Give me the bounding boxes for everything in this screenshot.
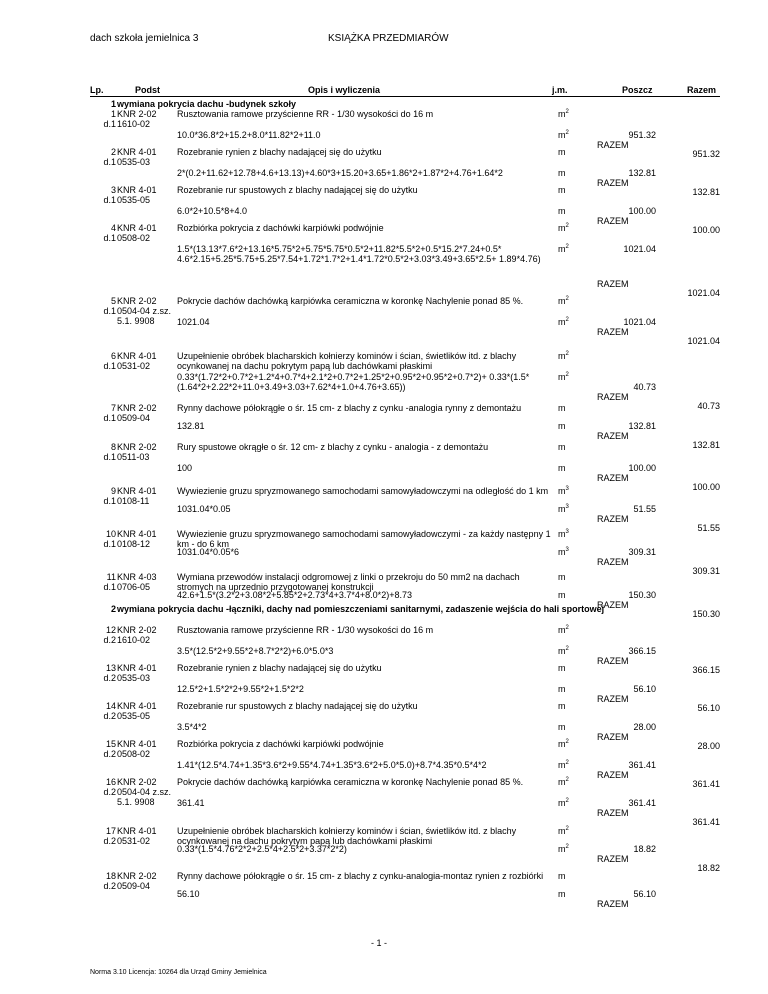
item-number: 15 [105,739,116,749]
header-rule [90,96,720,97]
item-sub: d.2 [103,711,116,721]
item-basis: KNR 4-01 [117,663,157,673]
calc-unit: $m^2$ [558,130,569,140]
item-total: 309.31 [692,566,720,576]
calc-expression: 1031.04*0.05 [177,504,231,514]
section-number: 1 [110,99,116,109]
calc-expression: 1.41*(12.5*4.74+1.35*3.6*2+9.55*4.74+1.35*3.6*2+5.0*5.0)+8.7*4.35*0.5*4*2 [177,760,487,770]
item-basis: KNR 4-01 [117,826,157,836]
razem-label: RAZEM [597,279,629,289]
item-sub: d.2 [103,787,116,797]
razem-label: RAZEM [597,216,629,226]
razem-label: RAZEM [597,770,629,780]
item-description: Rynny dachowe półokrągłe o śr. 15 cm- z blachy z cynku -analogia rynny z demontażu [177,403,522,413]
razem-label: RAZEM [597,732,629,742]
item-number: 16 [105,777,116,787]
item-total: 100.00 [692,482,720,492]
calc-unit: $m^2$ [558,798,569,808]
calc-unit: $m^2$ [558,244,569,254]
item-basis: KNR 2-02 [117,777,157,787]
item-description: Uzupełnienie obróbek blacharskich kołnierzy kominów i ścian, świetlików itd. z blachy ocynkowanej na dachu pokrytym papą lub dachówkami płaskimi [177,826,517,846]
item-sub: d.2 [103,836,116,846]
document-title: dach szkoła jemielnica 3 [90,33,199,44]
item-number: 11 [106,572,116,582]
item-total: 132.81 [692,440,720,450]
razem-label: RAZEM [597,178,629,188]
item-number: 13 [105,663,116,673]
calc-unit: m [558,168,566,178]
item-sub: d.1 [103,233,116,243]
item-unit: m [558,572,566,582]
item-total: 361.41 [692,779,720,789]
item-basis: KNR 4-01 [117,739,157,749]
item-number: 1 [110,109,116,119]
calc-unit: $m^2$ [558,372,569,382]
item-sub: d.1 [103,361,116,371]
col-opis: Opis i wyliczenia [308,85,381,95]
section-title: wymiana pokrycia dachu -łączniki, dachy nad pomieszczeniami sanitarnymi, zadaszenie wejścia do hali sportowej [117,604,605,614]
razem-label: RAZEM [597,694,629,704]
item-code: 0706-05 [117,582,151,592]
item-unit: m [558,663,566,673]
item-basis: KNR 2-02 [117,871,157,881]
item-sub: d.1 [103,496,116,506]
calc-value: 18.82 [633,844,656,854]
item-basis: KNR 2-02 [117,442,157,452]
item-total: 150.30 [692,609,720,619]
item-unit: $m^2$ [558,296,569,306]
item-unit: $m^2$ [558,625,569,635]
razem-label: RAZEM [597,327,629,337]
item-unit: m [558,701,566,711]
item-total: 28.00 [697,741,720,751]
item-description: Rusztowania ramowe przyścienne RR - 1/30 wysokości do 16 m [177,625,434,635]
item-basis: KNR 2-02 [117,296,157,306]
item-description: Rozebranie rur spustowych z blachy nadającej się do użytku [177,185,418,195]
item-basis: KNR 2-02 [117,109,157,119]
item-total: 1021.04 [687,288,720,298]
item-sub: d.2 [103,673,116,683]
item-sub: d.1 [103,452,116,462]
item-total: 40.73 [697,401,720,411]
razem-label: RAZEM [597,392,629,402]
razem-label: RAZEM [597,656,629,666]
item-unit: m [558,185,566,195]
item-number: 18 [105,871,116,881]
item-description: Pokrycie dachów dachówką karpiówka ceramiczna w koronkę Nachylenie ponad 85 %. [177,777,524,787]
col-podst: Podst [135,85,161,95]
item-code: 0531-02 [117,361,151,371]
item-description: Rozbiórka pokrycia z dachówki karpiówki podwójnie [177,739,384,749]
calc-value: 40.73 [633,382,656,392]
item-code: 0509-04 [117,881,151,891]
item-sub: d.1 [103,413,116,423]
item-unit: $m^3$ [558,486,569,496]
col-jm: j.m. [552,85,568,95]
item-unit: m [558,442,566,452]
razem-label: RAZEM [597,431,629,441]
item-basis: KNR 4-01 [117,223,157,233]
item-basis: KNR 4-03 [117,572,157,582]
item-code: 0508-02 [117,749,151,759]
item-unit: $m^2$ [558,826,569,836]
item-basis: KNR 4-01 [117,351,157,361]
calc-expression: 132.81 [177,421,205,431]
calc-expression: 10.0*36.8*2+15.2+8.0*11.82*2+11.0 [177,130,321,140]
item-sub: d.1 [103,157,116,167]
license-note: Norma 3.10 Licencja: 10264 dla Urząd Gminy Jemielnica [90,969,267,976]
calc-unit: $m^3$ [558,504,569,514]
item-description: Rusztowania ramowe przyścienne RR - 1/30 wysokości do 16 m [177,109,434,119]
item-description: Wymiana przewodów instalacji odgromowej z linki o przekroju do 50 mm2 na dachach stromych na uprzednio przygotowanej konstrukcji [177,572,520,592]
item-description: Rozebranie rynien z blachy nadającej się do użytku [177,147,382,157]
razem-label: RAZEM [597,473,629,483]
item-code: 0535-03 [117,673,151,683]
razem-label: RAZEM [597,854,629,864]
calc-value: 132.81 [628,421,656,431]
calc-unit: $m^2$ [558,646,569,656]
item-total: 361.41 [692,817,720,827]
item-sub: d.1 [103,582,116,592]
item-description: Rozebranie rynien z blachy nadającej się do użytku [177,663,382,673]
item-code: 0531-02 [117,836,151,846]
calc-unit: $m^2$ [558,317,569,327]
item-number: 3 [110,185,116,195]
calc-value: 51.55 [633,504,656,514]
item-unit: $m^2$ [558,223,569,233]
item-number: 2 [110,147,116,157]
item-sub: d.2 [103,635,116,645]
calc-expression: 42.6+1.5*(3.2*2+3.08*2+5.85*2+2.73*4+3.7*4+8.0*2)+8.73 [177,590,412,600]
item-code: 0535-03 [117,157,151,167]
item-code: 0535-05 [117,195,151,205]
item-basis: KNR 4-01 [117,486,157,496]
calc-unit: m [558,206,566,216]
item-basis: KNR 4-01 [117,185,157,195]
calc-unit: $m^2$ [558,760,569,770]
calc-value: 28.00 [633,722,656,732]
calc-expression: 2*(0.2+11.62+12.78+4.6+13.13)+4.60*3+15.20+3.65+1.86*2+1.87*2+4.76+1.64*2 [177,168,503,178]
item-total: 56.10 [697,703,720,713]
item-unit: $m^3$ [558,529,569,539]
calc-expression: 12.5*2+1.5*2*2+9.55*2+1.5*2*2 [177,684,304,694]
item-code: 0108-11 [117,496,150,506]
razem-label: RAZEM [597,514,629,524]
item-unit: $m^2$ [558,777,569,787]
item-basis: KNR 4-01 [117,147,157,157]
item-code: 1610-02 [117,119,151,129]
calc-expression: 56.10 [177,889,200,899]
item-code: 1610-02 [117,635,151,645]
item-total: 132.81 [692,187,720,197]
item-sub: d.1 [103,119,116,129]
calc-value: 1021.04 [623,317,656,327]
calc-expression: 1021.04 [177,317,210,327]
calc-unit: $m^2$ [558,844,569,854]
calc-unit: $m^3$ [558,547,569,557]
item-number: 9 [110,486,116,496]
calc-value: 361.41 [628,798,656,808]
item-unit: m [558,403,566,413]
razem-label: RAZEM [597,899,629,909]
calc-value: 56.10 [633,684,656,694]
calc-value: 100.00 [628,463,656,473]
item-description: Rury spustowe okrągłe o śr. 12 cm- z blachy z cynku - analogia - z demontażu [177,442,489,452]
item-number: 12 [105,625,116,635]
item-unit: $m^2$ [558,739,569,749]
item-number: 5 [110,296,116,306]
item-total: 1021.04 [687,336,720,346]
item-description: Pokrycie dachów dachówką karpiówka ceramiczna w koronkę Nachylenie ponad 85 %. [177,296,524,306]
calc-value: 150.30 [628,590,656,600]
razem-label: RAZEM [597,140,629,150]
item-number: 10 [105,529,116,539]
item-number: 4 [110,223,116,233]
item-sub: d.2 [103,881,116,891]
item-description: Wywiezienie gruzu spryzmowanego samochodami samowyładowczymi - za każdy następny 1 km - do 6 km [177,529,551,549]
item-sub: d.1 [103,539,116,549]
razem-label: RAZEM [597,600,629,610]
col-lp: Lp. [90,85,104,95]
item-unit: $m^2$ [558,351,569,361]
item-unit: $m^2$ [558,109,569,119]
item-number: 14 [105,701,116,711]
calc-value: 1021.04 [623,244,656,254]
calc-unit: m [558,722,566,732]
book-title: KSIĄŻKA PRZEDMIARÓW [328,33,449,44]
item-code: 0108-12 [117,539,151,549]
calc-expression: 361.41 [177,798,205,808]
item-unit: m [558,871,566,881]
calc-expression: 6.0*2+10.5*8+4.0 [177,206,248,216]
item-number: 17 [105,826,116,836]
item-total: 51.55 [697,523,720,533]
item-code: 0535-05 [117,711,151,721]
item-total: 366.15 [692,665,720,675]
calc-unit: m [558,463,566,473]
item-code: 0511-03 [117,452,150,462]
item-description: Rozebranie rur spustowych z blachy nadającej się do użytku [177,701,418,711]
calc-expression: 3.5*(12.5*2+9.55*2+8.7*2*2)+6.0*5.0*3 [177,646,334,656]
calc-value: 361.41 [628,760,656,770]
section-number: 2 [110,604,116,614]
calc-unit: m [558,590,566,600]
calc-value: 951.32 [628,130,656,140]
item-number: 7 [110,403,116,413]
item-code: 0509-04 [117,413,151,423]
item-basis: KNR 2-02 [117,403,157,413]
calc-expression: 3.5*4*2 [177,722,207,732]
calc-expression: 1031.04*0.05*6 [177,547,240,557]
calc-expression: 1.5*(13.13*7.6*2+13.16*5.75*2+5.75*5.75*0.5*2+11.82*5.5*2+0.5*15.2*7.24+0.5* 4.6*2.15+5.25*5.75+5.25*7.54+1.72*1.7*2+1.4*1.72*0.5*2+3.03*3.49+3.65*2.5+ 1.89*4.76) [177,244,541,264]
razem-label: RAZEM [597,808,629,818]
item-total: 100.00 [692,225,720,235]
item-sub: d.1 [103,306,116,316]
item-total: 18.82 [697,863,720,873]
item-unit: m [558,147,566,157]
calc-value: 56.10 [633,889,656,899]
item-basis: KNR 2-02 [117,625,157,635]
item-basis: KNR 4-01 [117,529,157,539]
calc-value: 309.31 [628,547,656,557]
item-description: Rozbiórka pokrycia z dachówki karpiówki podwójnie [177,223,384,233]
calc-unit: m [558,889,566,899]
item-description: Rynny dachowe półokrągłe o śr. 15 cm- z blachy z cynku-analogia-montaz rynien z rozbiórki [177,871,544,881]
col-poszcz: Poszcz [622,85,653,95]
calc-expression: 100 [177,463,193,473]
calc-value: 132.81 [628,168,656,178]
calc-value: 100.00 [628,206,656,216]
page-number: - 1 - [371,938,388,948]
calc-value: 366.15 [628,646,656,656]
item-basis: KNR 4-01 [117,701,157,711]
calc-unit: m [558,421,566,431]
calc-expression: 0.33*(1.5*4.76*2*2+2.5*4+2.5*2+3.37*2*2) [177,844,347,854]
razem-label: RAZEM [597,557,629,567]
item-code: 0504-04 z.sz. 5.1. 9908 [117,306,172,326]
col-razem: Razem [687,85,717,95]
item-code: 0508-02 [117,233,151,243]
item-sub: d.1 [103,195,116,205]
item-sub: d.2 [103,749,116,759]
item-number: 8 [110,442,116,452]
item-description: Wywiezienie gruzu spryzmowanego samochodami samowyładowczymi na odległość do 1 km [177,486,549,496]
calc-unit: m [558,684,566,694]
item-description: Uzupełnienie obróbek blacharskich kołnierzy kominów i ścian, świetlików itd. z blachy ocynkowanej na dachu pokrytym papą lub dachówkami płaskimi [177,351,517,371]
item-code: 0504-04 z.sz. 5.1. 9908 [117,787,172,807]
section-title: wymiana pokrycia dachu -budynek szkoły [117,99,297,109]
item-number: 6 [110,351,116,361]
item-total: 951.32 [692,149,720,159]
calc-expression: 0.33*(1.72*2+0.7*2+1.2*4+0.7*4+2.1*2+0.7*2+1.25*2+0.95*2+0.95*2+0.7*2)+ 0.33*(1.5*(1.64*2+2.22*2+11.0+3.49+3.03+7.62*4+1.0+4.76+3.65)) [177,372,530,392]
